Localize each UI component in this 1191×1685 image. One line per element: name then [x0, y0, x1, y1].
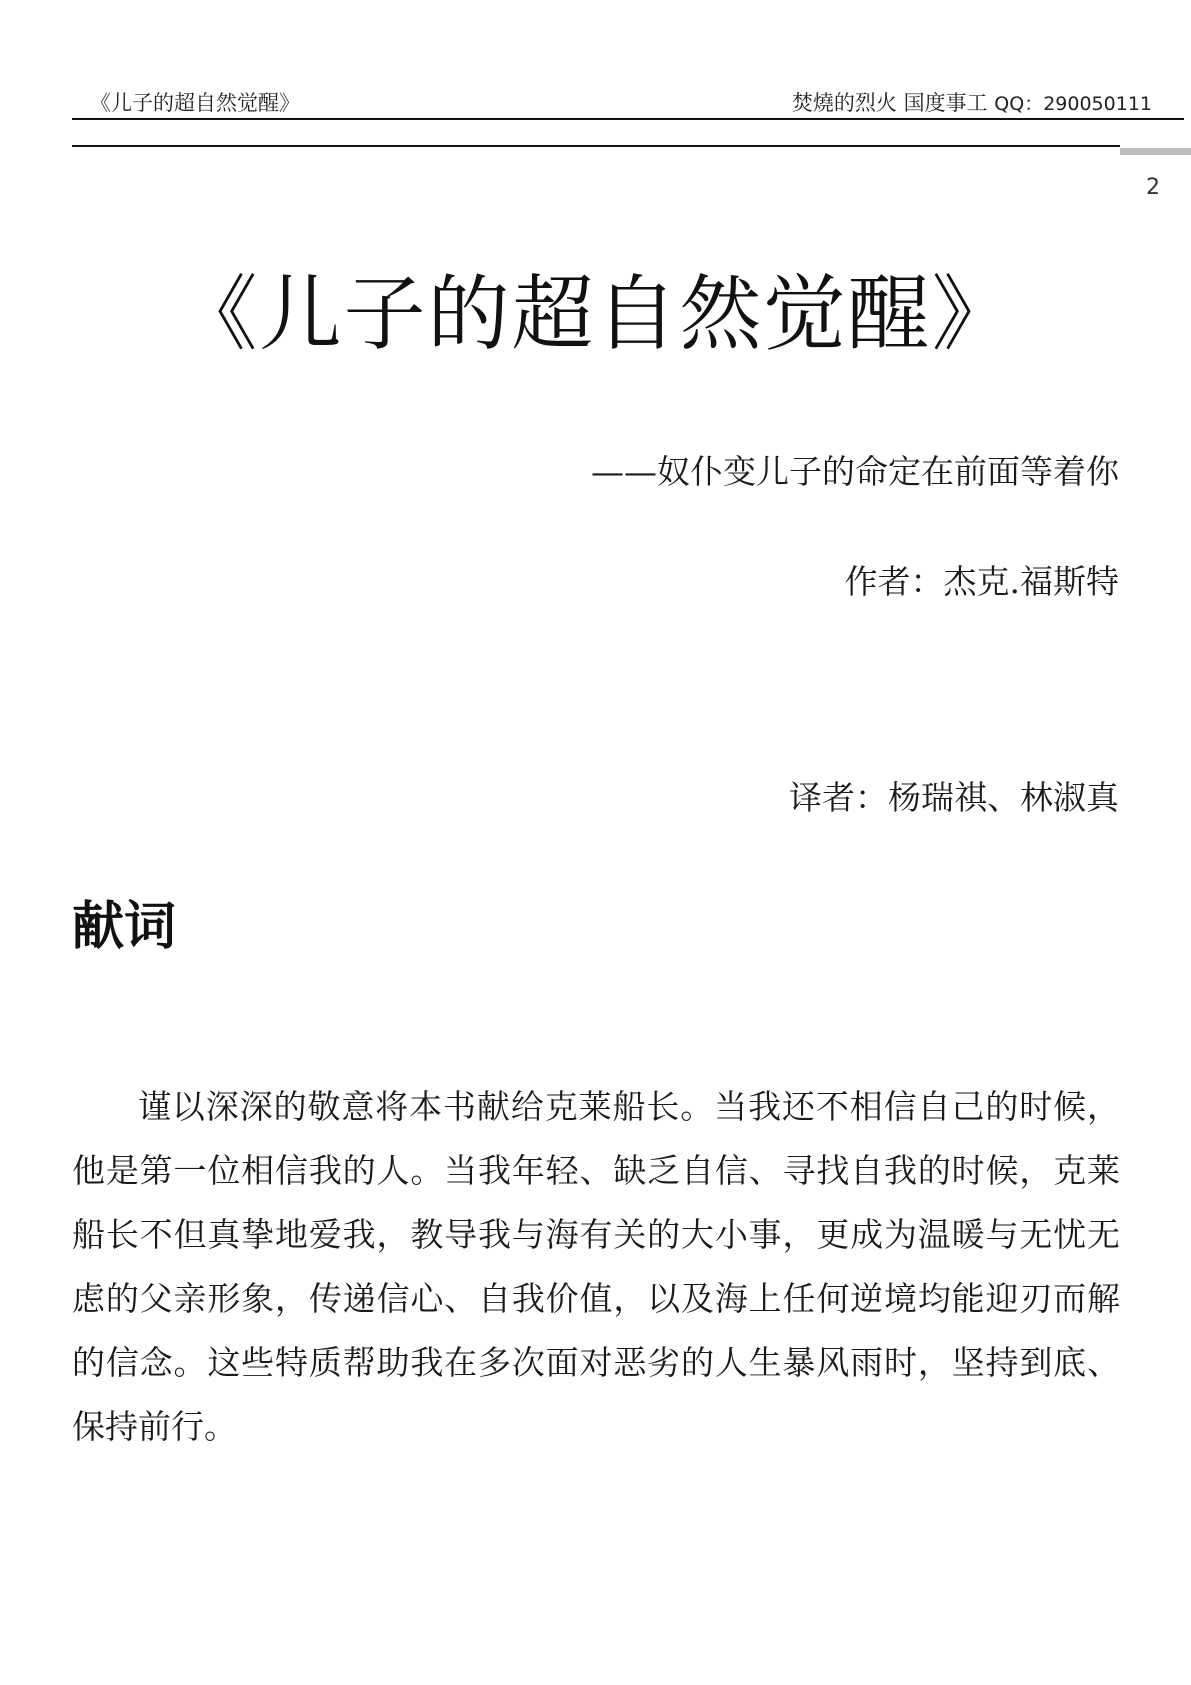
dedication-paragraph: 谨以深深的敬意将本书献给克莱船长。当我还不相信自己的时候，他是第一位相信我的人。当我年轻、缺乏自信、寻找自我的时候，克莱船长不但真挚地爱我，教导我与海有关的大小事，更成为温暖与无忧无虑的父亲形象，传递信心、自我价值，以及海上任何逆境均能迎刃而解的信念。这些特质帮助我在多次面对恶劣的人生暴风雨时，坚持到底、保持前行。	[72, 1087, 1120, 1446]
book-subtitle: ——奴仆变儿子的命定在前面等着你	[591, 452, 1119, 491]
dedication-heading: 献词	[72, 897, 177, 957]
page-number: 2	[1146, 175, 1160, 200]
author-line: 作者：杰克.福斯特	[844, 562, 1119, 601]
translator-line: 译者：杨瑞祺、林淑真	[789, 778, 1119, 817]
header-book-title: 《儿子的超自然觉醒》	[90, 91, 300, 115]
header-rule-accent	[1120, 148, 1191, 155]
header-rule-top	[72, 118, 1184, 120]
book-title: 《儿子的超自然觉醒》	[175, 267, 1016, 362]
header-publisher-note: 焚燒的烈火 国度事工	[791, 91, 995, 115]
running-header	[72, 86, 1184, 120]
header-qq-number: 290050111	[1043, 93, 1152, 115]
header-publisher-info	[792, 86, 1152, 121]
header-rule-bottom	[72, 145, 1120, 147]
header-qq-label: QQ：	[994, 93, 1044, 115]
